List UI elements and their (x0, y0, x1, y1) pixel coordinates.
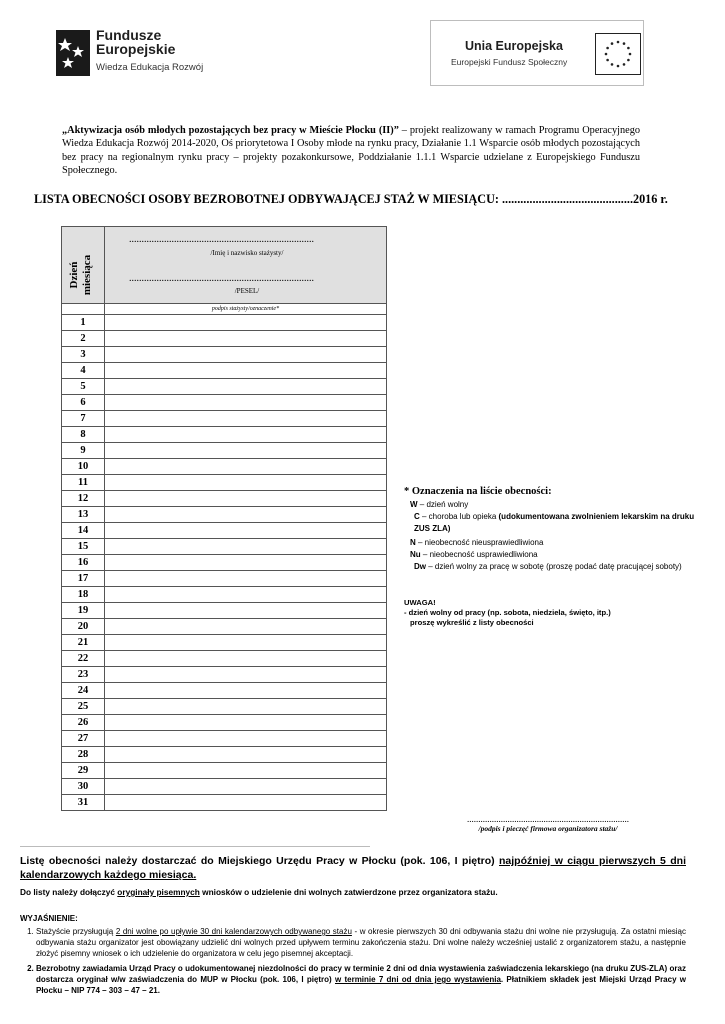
day-number: 23 (62, 667, 105, 683)
day-number: 27 (62, 731, 105, 747)
day-row (62, 667, 387, 683)
project-name: „Aktywizacja osób młodych pozostających bez pracy w Mieście Płocku (II)” (62, 125, 399, 136)
day-number: 5 (62, 379, 105, 395)
day-row (62, 779, 387, 795)
divider (20, 846, 370, 847)
day-signature-cell[interactable] (105, 459, 387, 475)
day-row (62, 603, 387, 619)
day-row (62, 411, 387, 427)
day-row (62, 763, 387, 779)
day-row (62, 475, 387, 491)
day-number: 13 (62, 507, 105, 523)
explanation-item-2: 2. Bezrobotny zawiadamia Urząd Pracy o udokumentowanej niezdolności do pracy w terminie 2 dni od dnia wystawienia zaświadczenia lekarskiego (na druku ZUS-ZLA) oraz dostarcza oryginał w/w zaświadczenia do MUP w Płocku (pok. 106, I piętro) w terminie 7 dni od dnia jego wystawienia. Płatnikiem składek jest Miejski Urząd Pracy w Płocku – NIP 774 – 303 – 47 – 21. (36, 963, 686, 996)
legend (404, 486, 704, 573)
explanation-list (20, 926, 686, 1000)
unia-europejska-logo (430, 20, 644, 86)
day-signature-cell[interactable] (105, 619, 387, 635)
day-signature-cell[interactable] (105, 347, 387, 363)
uwaga-line2: proszę wykreślić z listy obecności (410, 618, 534, 627)
day-row (62, 347, 387, 363)
explanation-item-1: 1. Stażyście przysługują 2 dni wolne po upływie 30 dni kalendarzowych odbywanego stażu - w okresie pierwszych 30 dni odbywania stażu dni wolne nie przysługują. Za ostatni miesiąc odbywania stażu organizator jest obowiązany udzielić dni wolnych przed upływem terminu zakończenia stażu. Dni wolne należy wcześniej ustalić z organizatorem stażu, a następnie złożyć pisemny wniosek o ich udzielenie do organizatora w celu jego pisemnej akceptacji. (36, 926, 686, 959)
day-row (62, 395, 387, 411)
pesel-dots: .......................................................................... (129, 273, 314, 284)
pesel-label: /PESEL/ (234, 287, 260, 295)
day-number: 11 (62, 475, 105, 491)
day-number: 22 (62, 651, 105, 667)
day-row (62, 619, 387, 635)
day-signature-cell[interactable] (105, 491, 387, 507)
uwaga-note (404, 598, 704, 628)
day-signature-cell[interactable] (105, 699, 387, 715)
day-signature-cell[interactable] (105, 427, 387, 443)
attachment-note: Do listy należy dołączyć oryginały pisemnych wniosków o udzielenie dni wolnych zatwierdzone przez organizatora stażu. (20, 887, 498, 897)
day-signature-cell[interactable] (105, 731, 387, 747)
day-row (62, 683, 387, 699)
day-number: 30 (62, 779, 105, 795)
day-number: 24 (62, 683, 105, 699)
day-signature-cell[interactable] (105, 715, 387, 731)
day-number: 18 (62, 587, 105, 603)
day-signature-cell[interactable] (105, 395, 387, 411)
day-number: 20 (62, 619, 105, 635)
fe-stars-icon (56, 30, 90, 76)
day-signature-cell[interactable] (105, 475, 387, 491)
day-number: 19 (62, 603, 105, 619)
day-number: 29 (62, 763, 105, 779)
document-title: LISTA OBECNOŚCI OSOBY BEZROBOTNEJ ODBYWAJĄCEJ STAŻ W MIESIĄCU: ...........................................2016 r. (34, 192, 668, 206)
day-signature-cell[interactable] (105, 651, 387, 667)
day-number: 31 (62, 795, 105, 811)
day-number: 17 (62, 571, 105, 587)
legend-item-n: N – nieobecność nieusprawiedliwiona (410, 538, 544, 547)
day-signature-cell[interactable] (105, 795, 387, 811)
day-number: 1 (62, 315, 105, 331)
day-row (62, 699, 387, 715)
day-signature-cell[interactable] (105, 603, 387, 619)
uwaga-line1: - dzień wolny od pracy (np. sobota, niedziela, święto, itp.) (404, 608, 611, 617)
day-row (62, 651, 387, 667)
day-signature-cell[interactable] (105, 587, 387, 603)
day-row (62, 491, 387, 507)
day-row (62, 315, 387, 331)
uwaga-title: UWAGA! (404, 598, 436, 607)
attendance-table (61, 226, 387, 811)
day-number: 6 (62, 395, 105, 411)
organizer-signature (428, 814, 668, 833)
day-row (62, 427, 387, 443)
day-number: 26 (62, 715, 105, 731)
day-number: 7 (62, 411, 105, 427)
day-signature-cell[interactable] (105, 539, 387, 555)
project-details: – projekt realizowany w ramach Programu Operacyjnego Wiedza Edukacja Rozwój 2014-2020, Oś priorytetowa I Osoby młode na rynku pracy, Działanie 1.1 Wsparcie osób młodych pozostających bez pracy na regionalnym rynku pracy – projekty pozakonkursowe, Poddziałanie 1.1.1 Wsparcie udzielane z Europejskiego Funduszu Społecznego. (62, 125, 640, 177)
day-row (62, 379, 387, 395)
day-number: 14 (62, 523, 105, 539)
day-number: 28 (62, 747, 105, 763)
day-row (62, 443, 387, 459)
day-number: 8 (62, 427, 105, 443)
fe-line3: Wiedza Edukacja Rozwój (96, 62, 204, 73)
day-signature-cell[interactable] (105, 555, 387, 571)
day-signature-cell[interactable] (105, 635, 387, 651)
day-row (62, 571, 387, 587)
day-row (62, 747, 387, 763)
eu-flag-icon (595, 33, 641, 75)
day-signature-cell[interactable] (105, 379, 387, 395)
day-signature-cell[interactable] (105, 667, 387, 683)
day-row (62, 331, 387, 347)
legend-item-dw: Dw – dzień wolny za pracę w sobotę (proszę podać datę pracującej soboty) (414, 562, 682, 571)
day-row (62, 587, 387, 603)
day-header-line2: miesiąca (81, 254, 93, 296)
legend-item-c: C – choroba lub opieka (udokumentowana zwolnieniem lekarskim na druku ZUS ZLA) (414, 512, 695, 533)
day-signature-cell[interactable] (105, 747, 387, 763)
day-number: 3 (62, 347, 105, 363)
day-row (62, 363, 387, 379)
day-row (62, 555, 387, 571)
day-signature-cell[interactable] (105, 363, 387, 379)
day-number: 10 (62, 459, 105, 475)
day-signature-cell[interactable] (105, 331, 387, 347)
day-signature-cell[interactable] (105, 315, 387, 331)
day-number: 9 (62, 443, 105, 459)
day-row (62, 635, 387, 651)
day-number: 15 (62, 539, 105, 555)
day-header-rotated (66, 244, 96, 304)
day-row (62, 731, 387, 747)
day-row (62, 507, 387, 523)
signature-dots: ........................................................................ (467, 814, 629, 824)
day-signature-cell[interactable] (105, 683, 387, 699)
day-number: 21 (62, 635, 105, 651)
day-signature-cell[interactable] (105, 779, 387, 795)
day-row (62, 795, 387, 811)
trainee-header-cell (105, 227, 387, 304)
day-number: 16 (62, 555, 105, 571)
day-row (62, 523, 387, 539)
fundusze-europejskie-logo (56, 26, 226, 80)
ue-line2: Europejski Fundusz Społeczny (451, 57, 568, 67)
day-number: 12 (62, 491, 105, 507)
day-number: 25 (62, 699, 105, 715)
day-header-line1: Dzień (68, 261, 80, 289)
project-description (62, 124, 640, 178)
fe-line1: Fundusze (96, 27, 162, 43)
legend-item-nu: Nu – nieobecność usprawiedliwiona (410, 550, 538, 559)
day-number: 2 (62, 331, 105, 347)
day-signature-cell[interactable] (105, 411, 387, 427)
day-signature-cell[interactable] (105, 523, 387, 539)
day-row (62, 715, 387, 731)
day-row (62, 539, 387, 555)
ue-line1: Unia Europejska (465, 39, 563, 53)
day-row (62, 459, 387, 475)
explanation-header: WYJAŚNIENIE: (20, 914, 78, 923)
day-signature-cell[interactable] (105, 443, 387, 459)
legend-header: * Oznaczenia na liście obecności: (404, 486, 552, 497)
day-number: 4 (62, 363, 105, 379)
name-label: /Imię i nazwisko stażysty/ (210, 249, 284, 257)
legend-item-w: W – dzień wolny (410, 500, 469, 509)
name-dots: .......................................................................... (129, 234, 314, 245)
delivery-note: Listę obecności należy dostarczać do Miejskiego Urzędu Pracy w Płocku (pok. 106, I piętro) najpóźniej w ciągu pierwszych 5 dni kalendarzowych każdego miesiąca. (20, 855, 686, 881)
signature-label: /podpis i pieczęć firmowa organizatora stażu/ (478, 824, 618, 833)
sign-header-label: podpis stażysty/oznaczenie* (105, 304, 387, 315)
fe-line2: Europejskie (96, 41, 176, 57)
day-signature-cell[interactable] (105, 507, 387, 523)
day-signature-cell[interactable] (105, 571, 387, 587)
day-signature-cell[interactable] (105, 763, 387, 779)
